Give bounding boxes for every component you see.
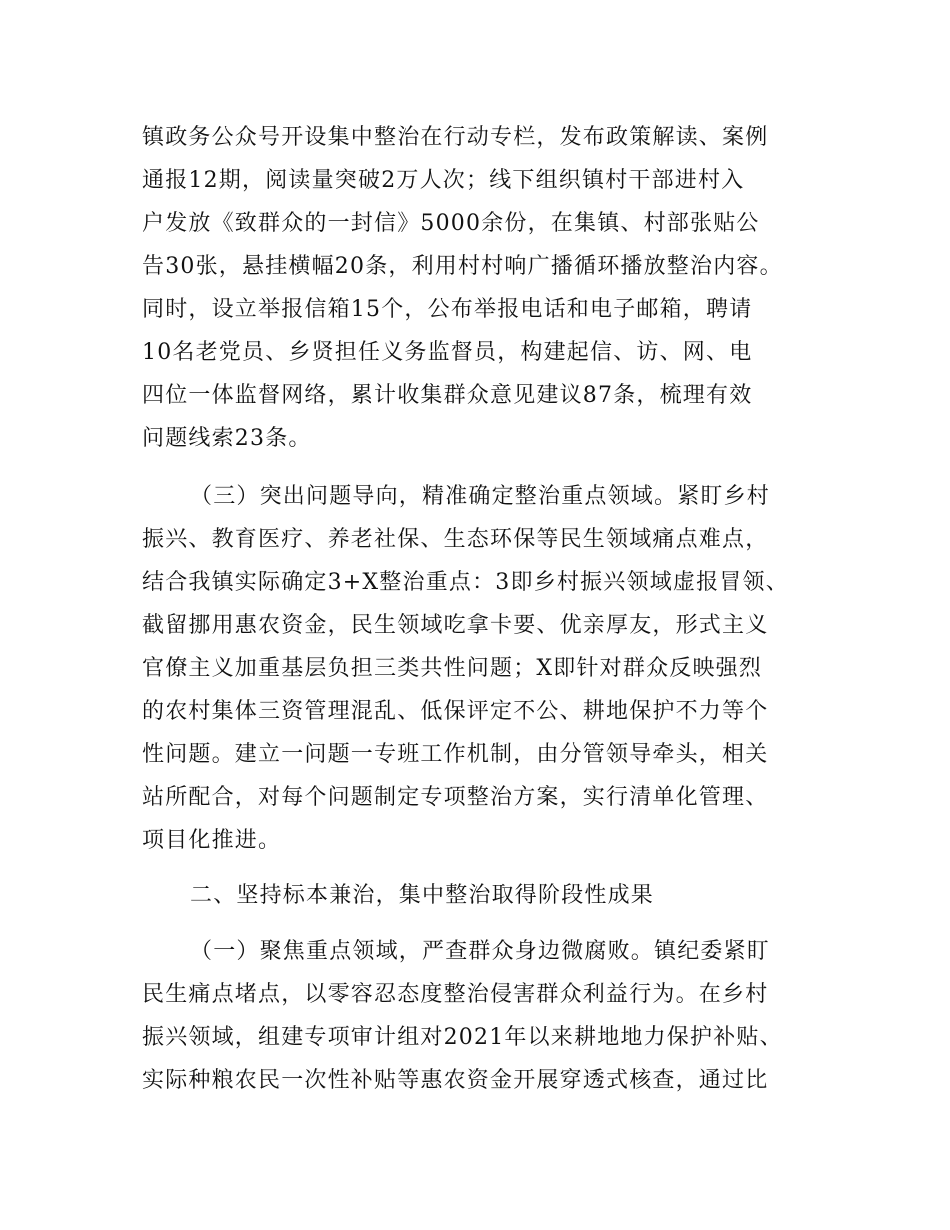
section-heading: 二、坚持标本兼治，集中整治取得阶段性成果: [190, 883, 655, 908]
paragraph-line: 同时，设立举报信箱15个，公布举报电话和电子邮箱，聘请: [142, 297, 753, 322]
paragraph-line: 民生痛点堵点，以零容忍态度整治侵害群众利益行为。在乡村: [142, 982, 769, 1007]
paragraph-line: （三）突出问题导向，精准确定整治重点领域。紧盯乡村: [190, 484, 771, 509]
paragraph-line: 截留挪用惠农资金，民生领域吃拿卡要、优亲厚友，形式主义: [142, 613, 769, 638]
paragraph-line: 告30张，悬挂横幅20条，利用村村响广播循环播放整治内容。: [142, 254, 783, 279]
paragraph-line: 实际种粮农民一次性补贴等惠农资金开展穿透式核查，通过比: [142, 1068, 769, 1093]
paragraph-line: 通报12期，阅读量突破2万人次；线下组织镇村干部进村入: [142, 168, 745, 193]
paragraph-line: 结合我镇实际确定3+X整治重点：3即乡村振兴领域虚报冒领、: [142, 570, 789, 595]
paragraph-line: 问题线索23条。: [142, 426, 312, 451]
paragraph-line: 户发放《致群众的一封信》5000余份，在集镇、村部张贴公: [142, 211, 760, 236]
paragraph-line: 振兴领域，组建专项审计组对2021年以来耕地地力保护补贴、: [142, 1025, 783, 1050]
paragraph-line: 镇政务公众号开设集中整治在行动专栏，发布政策解读、案例: [142, 125, 769, 150]
paragraph-line: 四位一体监督网络，累计收集群众意见建议87条，梳理有效: [142, 383, 753, 408]
paragraph-line: 10名老党员、乡贤担任义务监督员，构建起信、访、网、电: [142, 340, 753, 365]
paragraph-line: 的农村集体三资管理混乱、低保评定不公、耕地保护不力等个: [142, 699, 769, 724]
paragraph-line: 项目化推进。: [142, 828, 282, 853]
paragraph-line: （一）聚焦重点领域，严查群众身边微腐败。镇纪委紧盯: [190, 939, 771, 964]
paragraph-line: 官僚主义加重基层负担三类共性问题；X即针对群众反映强烈: [142, 656, 763, 681]
paragraph-line: 站所配合，对每个问题制定专项整治方案，实行清单化管理、: [142, 785, 769, 810]
paragraph-line: 振兴、教育医疗、养老社保、生态环保等民生领域痛点难点，: [142, 527, 769, 552]
paragraph-line: 性问题。建立一问题一专班工作机制，由分管领导牵头，相关: [142, 742, 769, 767]
